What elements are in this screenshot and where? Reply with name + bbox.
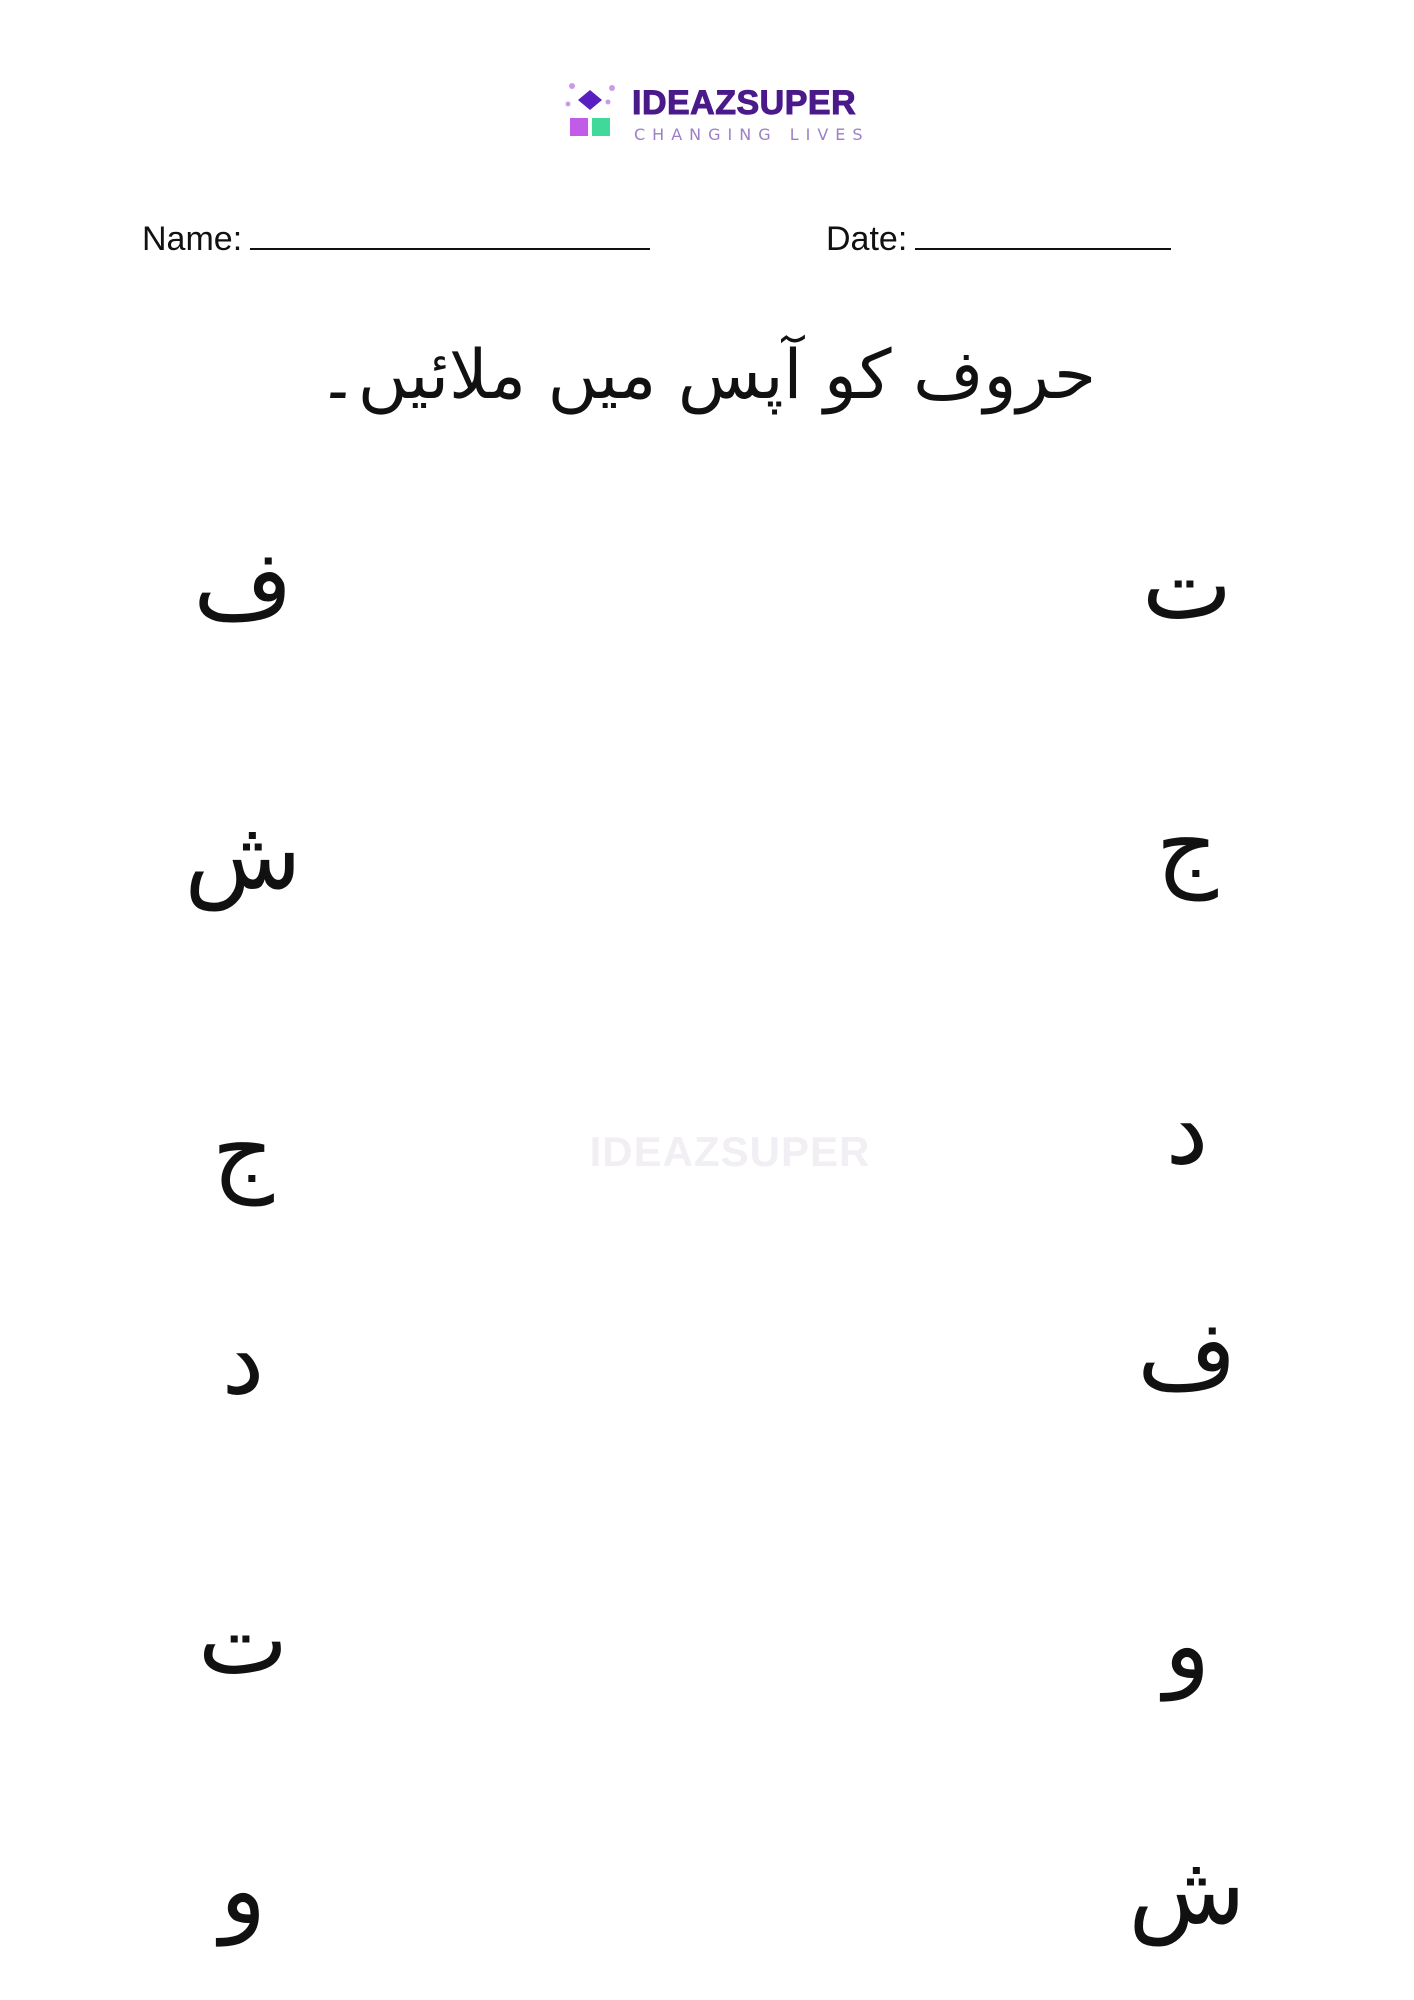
left-letter-1[interactable]: ف xyxy=(193,529,293,641)
name-label: Name: xyxy=(142,220,243,258)
name-blank-line[interactable] xyxy=(250,224,650,250)
right-letter-4[interactable]: ف xyxy=(1137,1299,1237,1411)
instruction-heading xyxy=(0,335,1414,415)
date-label: Date: xyxy=(826,220,908,258)
left-letter-6[interactable]: و xyxy=(219,1834,267,1946)
instruction-text: حروف کو آپس میں ملائیں۔ xyxy=(317,336,1097,415)
right-letter-2[interactable]: ج xyxy=(1156,789,1218,901)
logo-name: IDEAZSUPER xyxy=(632,84,857,122)
name-field xyxy=(142,220,650,259)
watermark: IDEAZSUPER xyxy=(589,1128,871,1175)
date-field xyxy=(826,220,1171,259)
brand-logo xyxy=(560,80,870,150)
right-letter-5[interactable]: و xyxy=(1163,1589,1211,1701)
left-letter-2[interactable]: ش xyxy=(184,799,302,911)
right-letter-3[interactable]: د xyxy=(1165,1074,1209,1186)
left-letter-5[interactable]: ت xyxy=(197,1584,289,1696)
left-letter-3[interactable]: ج xyxy=(212,1094,274,1206)
left-letter-4[interactable]: د xyxy=(221,1304,265,1416)
right-letter-6[interactable]: ش xyxy=(1128,1834,1246,1946)
right-letter-1[interactable]: ت xyxy=(1141,529,1233,641)
logo-mark-icon xyxy=(560,80,628,144)
date-blank-line[interactable] xyxy=(915,224,1171,250)
logo-tagline: CHANGING LIVES xyxy=(634,125,870,144)
